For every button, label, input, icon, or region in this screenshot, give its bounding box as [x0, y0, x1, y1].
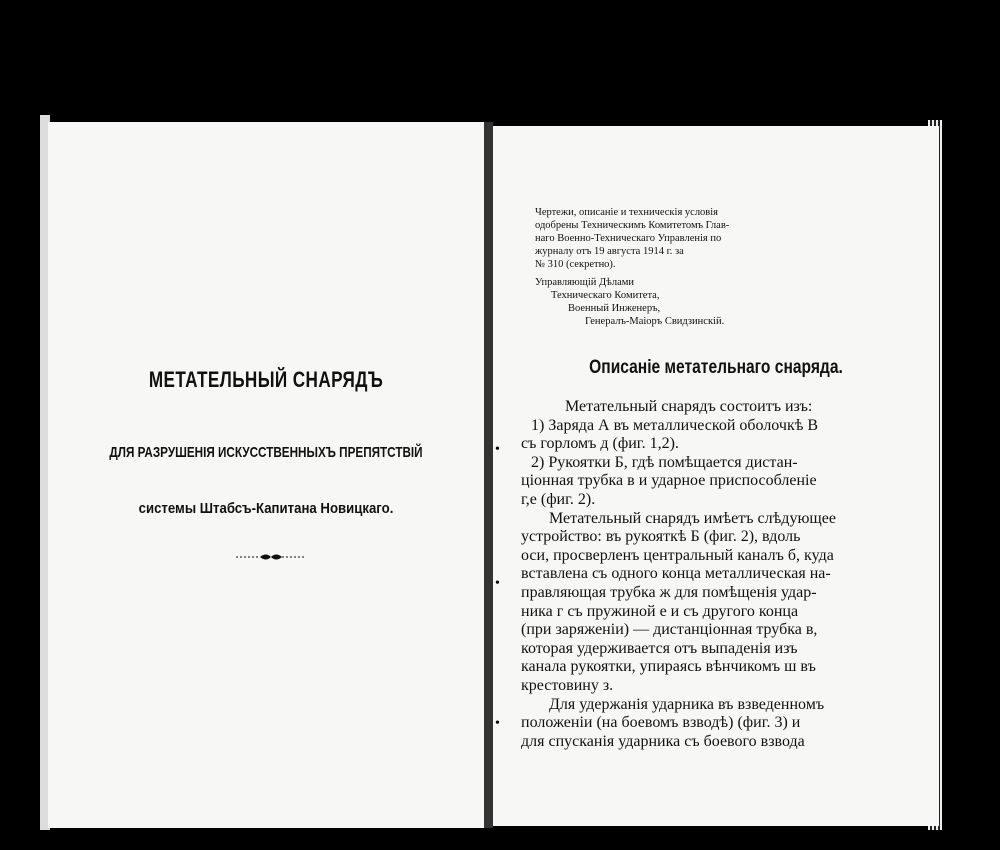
- page-subtitle: ДЛЯ РАЗРУШЕНІЯ ИСКУССТВЕННЫХЪ ПРЕПЯТСТВІЙ: [109, 444, 423, 461]
- body-text: [521, 398, 881, 751]
- signature-line: Управляющій Дѣлами: [535, 277, 635, 288]
- page-title: МЕТАТЕЛЬНЫЙ СНАРЯДЪ: [148, 367, 384, 392]
- section-title: Описаніе метательнаго снаряда.: [589, 357, 843, 378]
- body-line: положеніи (на боевомъ взводѣ) (фиг. 3) и: [521, 714, 801, 732]
- author-line: системы Штабсъ-Капитана Новицкаго.: [138, 500, 394, 517]
- body-line: г,е (фиг. 2).: [521, 490, 596, 508]
- body-line: оси, просверленъ центральный каналъ б, куда: [521, 546, 834, 564]
- body-line: для спусканія ударника съ боевого взвода: [521, 732, 805, 750]
- approval-line: одобрены Техническимъ Комитетомъ Глав-: [535, 220, 730, 231]
- signature-line: Военный Инженеръ,: [568, 303, 661, 314]
- body-line: крестовину з.: [521, 676, 614, 694]
- left-page: [48, 122, 484, 828]
- body-line: Метательный снарядъ имѣетъ слѣдующее: [549, 509, 836, 527]
- body-line: Метательный снарядъ состоитъ изъ:: [565, 398, 813, 415]
- approval-line: журналу отъ 19 августа 1914 г. за: [535, 246, 684, 257]
- approval-line: № 310 (секретно).: [535, 259, 616, 270]
- margin-mark: •: [495, 576, 500, 591]
- body-line: (при заряженіи) — дистанціонная трубка в,: [521, 621, 818, 639]
- margin-mark: •: [495, 716, 500, 731]
- approval-line: Чертежи, описаніе и техническія условія: [535, 207, 719, 218]
- approval-note: [535, 206, 785, 271]
- body-line: канала рукоятки, упираясь вѣнчикомъ ш въ: [521, 658, 816, 676]
- right-page: [493, 126, 939, 826]
- margin-mark: •: [495, 442, 500, 457]
- approval-line: наго Военно-Техническаго Управленія по: [535, 233, 722, 244]
- body-line: устройство: въ рукояткѣ Б (фиг. 2), вдоль: [521, 528, 801, 546]
- ornament-icon: [236, 552, 306, 562]
- body-line: съ горломъ д (фиг. 1,2).: [521, 435, 679, 453]
- body-line: которая удерживается отъ выпаденія изъ: [521, 639, 798, 657]
- body-line: ціонная трубка в и ударное приспособленіе: [521, 472, 817, 490]
- signature-line: Генералъ-Маіоръ Свидзинскій.: [585, 316, 725, 327]
- body-line: 1) Заряда А въ металлической оболочкѣ В: [531, 416, 819, 434]
- body-line: Для удержанія ударника въ взведенномъ: [549, 695, 825, 713]
- signature-line: Техническаго Комитета,: [551, 290, 660, 301]
- body-line: 2) Рукоятки Б, гдѣ помѣщается дистан-: [531, 453, 798, 471]
- body-line: ника г съ пружиной е и съ другого конца: [521, 602, 799, 620]
- book-spine: [484, 122, 493, 828]
- body-line: правляющая трубка ж для помѣщенія удар-: [521, 583, 817, 601]
- body-line: вставлена съ одного конца металлическая на-: [521, 565, 831, 583]
